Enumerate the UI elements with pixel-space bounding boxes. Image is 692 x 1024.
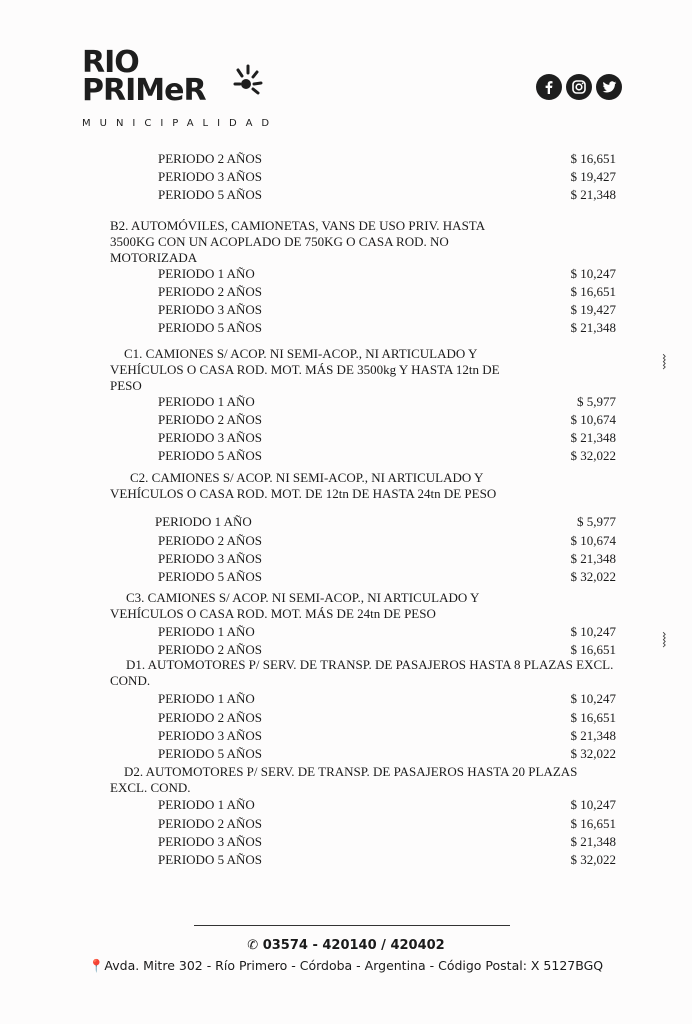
price-row [0, 745, 692, 763]
price-value: $ 10,674 [570, 533, 616, 548]
section-title-c1: C1. CAMIONES S/ ACOP. NI SEMI-ACOP., NI ARTICULADO Y VEHÍCULOS O CASA ROD. MOT. MÁS DE 3500kg Y HASTA 12tn DE PESO [110, 346, 500, 393]
price-value: $ 32,022 [570, 852, 616, 867]
period-label: PERIODO 5 AÑOS [158, 448, 263, 463]
footer-divider [194, 925, 510, 926]
price-row [0, 727, 692, 745]
period-label: PERIODO 2 AÑOS [158, 284, 263, 299]
period-label: PERIODO 2 AÑOS [158, 151, 263, 166]
period-label: PERIODO 5 AÑOS [158, 852, 263, 867]
period-label: PERIODO 3 AÑOS [158, 302, 263, 317]
period-label: PERIODO 1 AÑO [158, 624, 255, 639]
section-title-d2: D2. AUTOMOTORES P/ SERV. DE TRANSP. DE PASAJEROS HASTA 20 PLAZAS EXCL. COND. [110, 764, 578, 795]
phone-number: 03574 - 420140 / 420402 [262, 938, 445, 953]
logo-sun-icon [232, 64, 266, 100]
logo-subtitle: MUNICIPALIDAD [82, 118, 279, 129]
social-icons [536, 74, 622, 100]
price-row [0, 568, 692, 586]
period-label: PERIODO 1 AÑO [158, 266, 255, 281]
price-value: $ 5,977 [577, 394, 616, 409]
price-value: $ 19,427 [570, 302, 616, 317]
period-label: PERIODO 2 AÑOS [158, 642, 263, 657]
period-label: PERIODO 2 AÑOS [158, 533, 263, 548]
price-value: $ 10,247 [570, 266, 616, 281]
price-value: $ 21,348 [570, 320, 616, 335]
period-label: PERIODO 5 AÑOS [158, 320, 263, 335]
period-label: PERIODO 2 AÑOS [158, 412, 263, 427]
price-row [0, 513, 692, 531]
price-row [0, 265, 692, 283]
price-row [0, 796, 692, 814]
period-label: PERIODO 1 AÑO [158, 797, 255, 812]
phone-icon: ✆ [247, 938, 259, 953]
logo-line-1: RIO [82, 45, 139, 80]
price-row [0, 168, 692, 186]
period-label: PERIODO 1 AÑO [158, 691, 255, 706]
footer-phone [0, 938, 692, 953]
price-row [0, 550, 692, 568]
period-label: PERIODO 3 AÑOS [158, 551, 263, 566]
price-value: $ 32,022 [570, 569, 616, 584]
price-row [0, 815, 692, 833]
section-title-c2: C2. CAMIONES S/ ACOP. NI SEMI-ACOP., NI ARTICULADO Y VEHÍCULOS O CASA ROD. MOT. DE 12tn DE HASTA 24tn DE PESO [110, 470, 497, 501]
period-label: PERIODO 3 AÑOS [158, 430, 263, 445]
price-value: $ 32,022 [570, 746, 616, 761]
price-value: $ 5,977 [577, 514, 616, 529]
twitter-icon[interactable] [596, 74, 622, 100]
municipality-logo [82, 45, 302, 129]
period-label: PERIODO 1 AÑO [158, 394, 255, 409]
price-value: $ 10,247 [570, 691, 616, 706]
logo-line-2: PRIMeR [82, 73, 206, 108]
price-value: $ 21,348 [570, 728, 616, 743]
period-label: PERIODO 3 AÑOS [158, 728, 263, 743]
price-value: $ 19,427 [570, 169, 616, 184]
price-row [0, 319, 692, 337]
price-row [0, 283, 692, 301]
price-value: $ 21,348 [570, 187, 616, 202]
price-value: $ 10,674 [570, 412, 616, 427]
punch-hole-mark: ⧘ [662, 628, 667, 653]
price-row [0, 833, 692, 851]
price-value: $ 21,348 [570, 430, 616, 445]
price-value: $ 16,651 [570, 284, 616, 299]
section-title-d1: D1. AUTOMOTORES P/ SERV. DE TRANSP. DE PASAJEROS HASTA 8 PLAZAS EXCL. COND. [110, 657, 614, 688]
price-row [0, 411, 692, 429]
period-label: PERIODO 5 AÑOS [158, 569, 263, 584]
period-label: PERIODO 2 AÑOS [158, 816, 263, 831]
section-title-c3: C3. CAMIONES S/ ACOP. NI SEMI-ACOP., NI ARTICULADO Y VEHÍCULOS O CASA ROD. MOT. MÁS DE 24tn DE PESO [110, 590, 479, 621]
price-value: $ 16,651 [570, 816, 616, 831]
price-row [0, 150, 692, 168]
price-row [0, 851, 692, 869]
price-row [0, 532, 692, 550]
price-row [0, 709, 692, 727]
price-value: $ 16,651 [570, 710, 616, 725]
price-row [0, 301, 692, 319]
price-value: $ 16,651 [570, 151, 616, 166]
price-row [0, 393, 692, 411]
address-text: Avda. Mitre 302 - Río Primero - Córdoba - Argentina - Código Postal: X 5127BGQ [104, 958, 604, 973]
period-label: PERIODO 2 AÑOS [158, 710, 263, 725]
facebook-icon[interactable] [536, 74, 562, 100]
price-row [0, 623, 692, 641]
price-row [0, 690, 692, 708]
punch-hole-mark: ⧘ [662, 350, 667, 375]
period-label: PERIODO 5 AÑOS [158, 746, 263, 761]
period-label: PERIODO 3 AÑOS [158, 834, 263, 849]
price-value: $ 21,348 [570, 834, 616, 849]
instagram-icon[interactable] [566, 74, 592, 100]
section-title-b2: B2. AUTOMÓVILES, CAMIONETAS, VANS DE USO PRIV. HASTA 3500KG CON UN ACOPLADO DE 750KG O CASA ROD. NO MOTORIZADA [110, 218, 485, 265]
period-label: PERIODO 3 AÑOS [158, 169, 263, 184]
price-value: $ 10,247 [570, 797, 616, 812]
period-label: PERIODO 1 AÑO [155, 514, 252, 529]
price-value: $ 16,651 [570, 642, 616, 657]
price-value: $ 32,022 [570, 448, 616, 463]
price-row [0, 447, 692, 465]
period-label: PERIODO 5 AÑOS [158, 187, 263, 202]
location-pin-icon: 📍 [88, 958, 105, 973]
price-row [0, 429, 692, 447]
price-row [0, 186, 692, 204]
price-value: $ 21,348 [570, 551, 616, 566]
footer-address [0, 958, 692, 974]
price-value: $ 10,247 [570, 624, 616, 639]
